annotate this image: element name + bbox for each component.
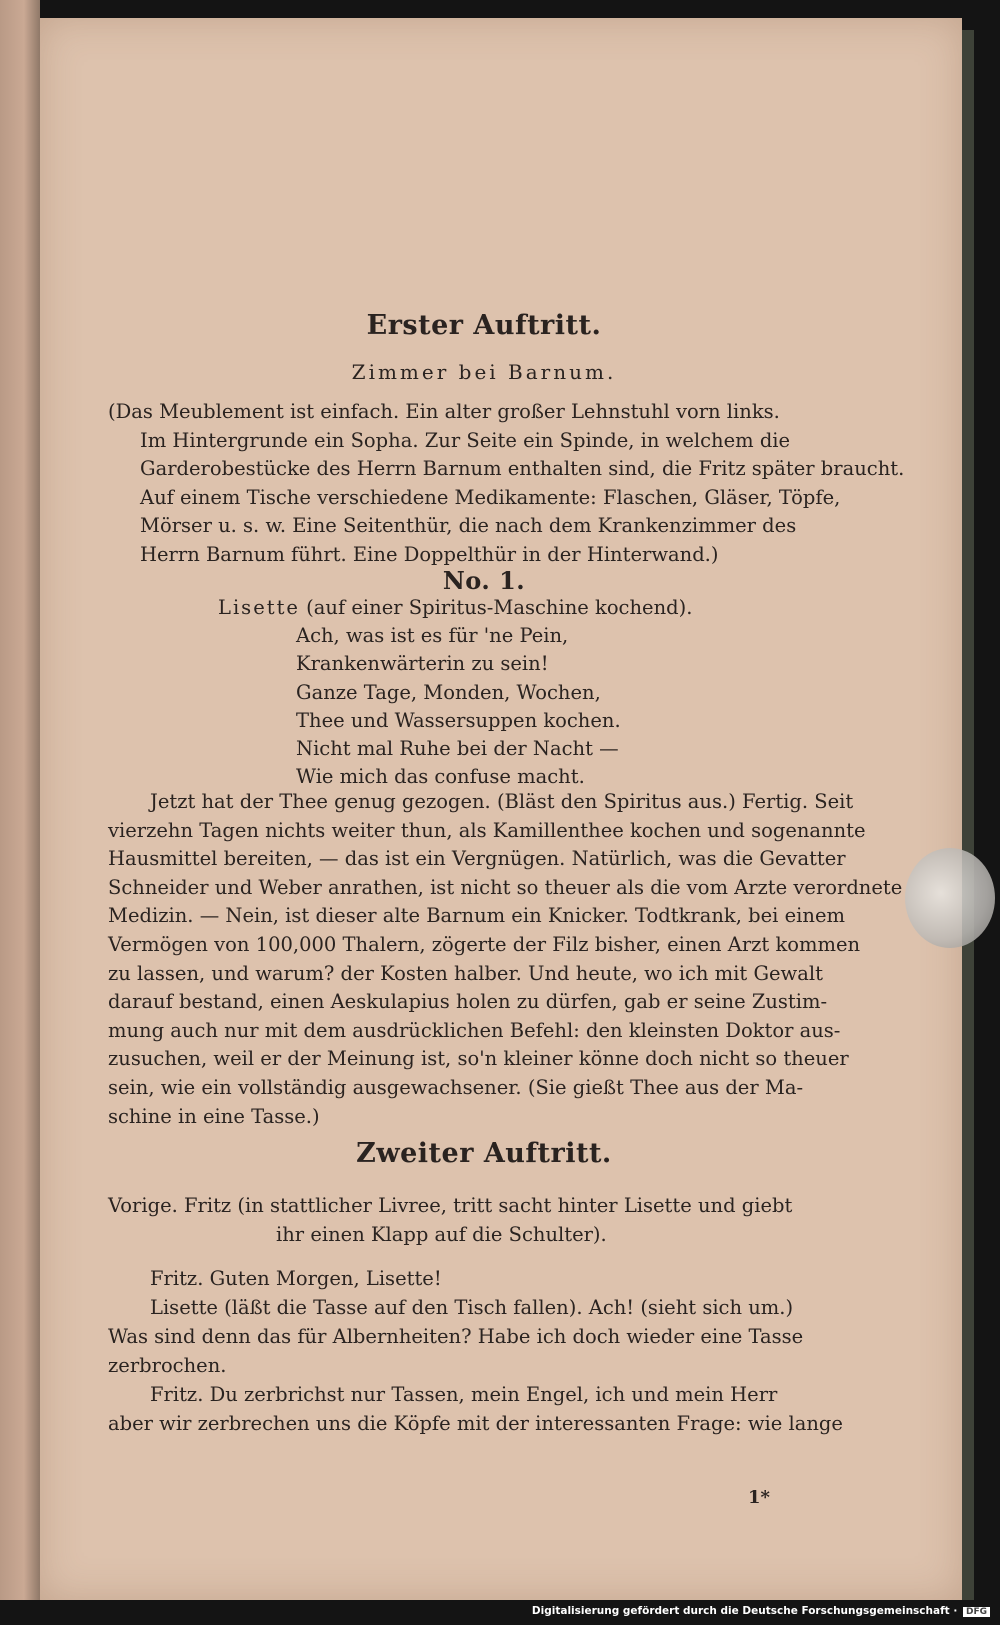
dialogue-line: Was sind denn das für Albernheiten? Habe ich doch wieder eine Tasse	[108, 1325, 804, 1348]
cast-line: Vorige. Fritz (in stattlicher Livree, tritt sacht hinter Lisette und giebt	[108, 1194, 793, 1217]
scene1-title: Erster Auftritt.	[366, 310, 602, 341]
stage-line: (Das Meublement ist einfach. Ein alter großer Lehnstuhl vorn links.	[108, 400, 780, 423]
cast-line: ihr einen Klapp auf die Schulter).	[276, 1222, 607, 1246]
prose-line: mung auch nur mit dem ausdrücklichen Befehl: den kleinsten Doktor aus-	[108, 1018, 841, 1042]
scene1-setting: Zimmer bei Barnum.	[351, 360, 617, 384]
scene2-dialogue	[108, 1264, 860, 1438]
dialogue-line: zerbrochen.	[108, 1354, 227, 1377]
footer-text: Digitalisierung gefördert durch die Deutsche Forschungsgemeinschaft	[531, 1605, 950, 1617]
prose-line: vierzehn Tagen nichts weiter thun, als Kamillenthee kochen und sogenannte	[108, 818, 866, 842]
prose-line: Medizin. — Nein, ist dieser alte Barnum ein Knicker. Todtkrank, bei einem	[108, 904, 845, 928]
prose-line: sein, wie ein vollständig ausgewachsener. (Sie gießt Thee aus der Ma-	[108, 1075, 804, 1099]
verse-line: Ach, was ist es für 'ne Pein,	[296, 624, 569, 647]
monologue	[108, 788, 903, 1131]
speaker-direction: (auf einer Spiritus-Maschine kochend).	[306, 596, 693, 619]
dialogue-line: Fritz. Du zerbrichst nur Tassen, mein Engel, ich und mein Herr	[150, 1383, 778, 1406]
song-verse	[296, 622, 796, 792]
prose-line: zusuchen, weil er der Meinung ist, so'n kleiner könne doch nicht so theuer	[108, 1047, 849, 1071]
page-number: 1*	[748, 1487, 770, 1508]
dialogue-line: aber wir zerbrechen uns die Köpfe mit der interessanten Frage: wie lange	[108, 1412, 843, 1435]
stage-line: Auf einem Tische verschiedene Medikamente: Flaschen, Gläser, Töpfe,	[140, 485, 841, 509]
prose-line: Jetzt hat der Thee genug gezogen. (Bläst den Spiritus aus.) Fertig. Seit	[150, 790, 854, 813]
verse-line: Ganze Tage, Monden, Wochen,	[296, 680, 601, 704]
verse-line: Wie mich das confuse macht.	[296, 765, 585, 789]
prose-line: Hausmittel bereiten, — das ist ein Vergnügen. Natürlich, was die Gevatter	[108, 847, 846, 871]
dialogue-line: Lisette (läßt die Tasse auf den Tisch fallen). Ach! (sieht sich um.)	[150, 1296, 794, 1319]
verse-line: Thee und Wassersuppen kochen.	[296, 708, 621, 732]
book-page	[40, 18, 962, 1600]
page-clip	[905, 848, 995, 948]
stage-line: Im Hintergrunde ein Sopha. Zur Seite ein Spinde, in welchem die	[140, 428, 791, 452]
dfg-logo: DFG	[963, 1607, 990, 1617]
stage-line: Garderobestücke des Herrn Barnum enthalten sind, die Fritz später braucht.	[140, 457, 905, 481]
prose-line: Schneider und Weber anrathen, ist nicht so theuer als die vom Arzte verordnete	[108, 875, 903, 899]
speaker-line	[108, 594, 860, 623]
scene2-title: Zweiter Auftritt.	[356, 1138, 612, 1169]
stage-line: Herrn Barnum führt. Eine Doppelthür in der Hinterwand.)	[140, 542, 719, 566]
scene2-cast	[108, 1192, 860, 1249]
verse-line: Krankenwärterin zu sein!	[296, 652, 549, 676]
prose-line: zu lassen, und warum? der Kosten halber. Und heute, wo ich mit Gewalt	[108, 961, 823, 985]
right-page-edge	[962, 30, 974, 1600]
number-heading: No. 1.	[442, 566, 526, 595]
stage-line: Mörser u. s. w. Eine Seitenthür, die nach dem Krankenzimmer des	[140, 514, 797, 538]
dialogue-line: Fritz. Guten Morgen, Lisette!	[150, 1267, 442, 1290]
verse-line: Nicht mal Ruhe bei der Nacht —	[296, 737, 619, 761]
digitization-footer: Digitalisierung gefördert durch die Deutsche Forschungsgemeinschaft · DFG	[532, 1605, 990, 1617]
speaker-name: Lisette	[218, 596, 300, 619]
prose-line: schine in eine Tasse.)	[108, 1104, 320, 1128]
left-page-edge	[0, 0, 40, 1600]
prose-line: darauf bestand, einen Aeskulapius holen zu dürfen, gab er seine Zustim-	[108, 990, 828, 1014]
prose-line: Vermögen von 100,000 Thalern, zögerte der Filz bisher, einen Arzt kommen	[108, 932, 861, 956]
stage-direction	[108, 398, 905, 570]
